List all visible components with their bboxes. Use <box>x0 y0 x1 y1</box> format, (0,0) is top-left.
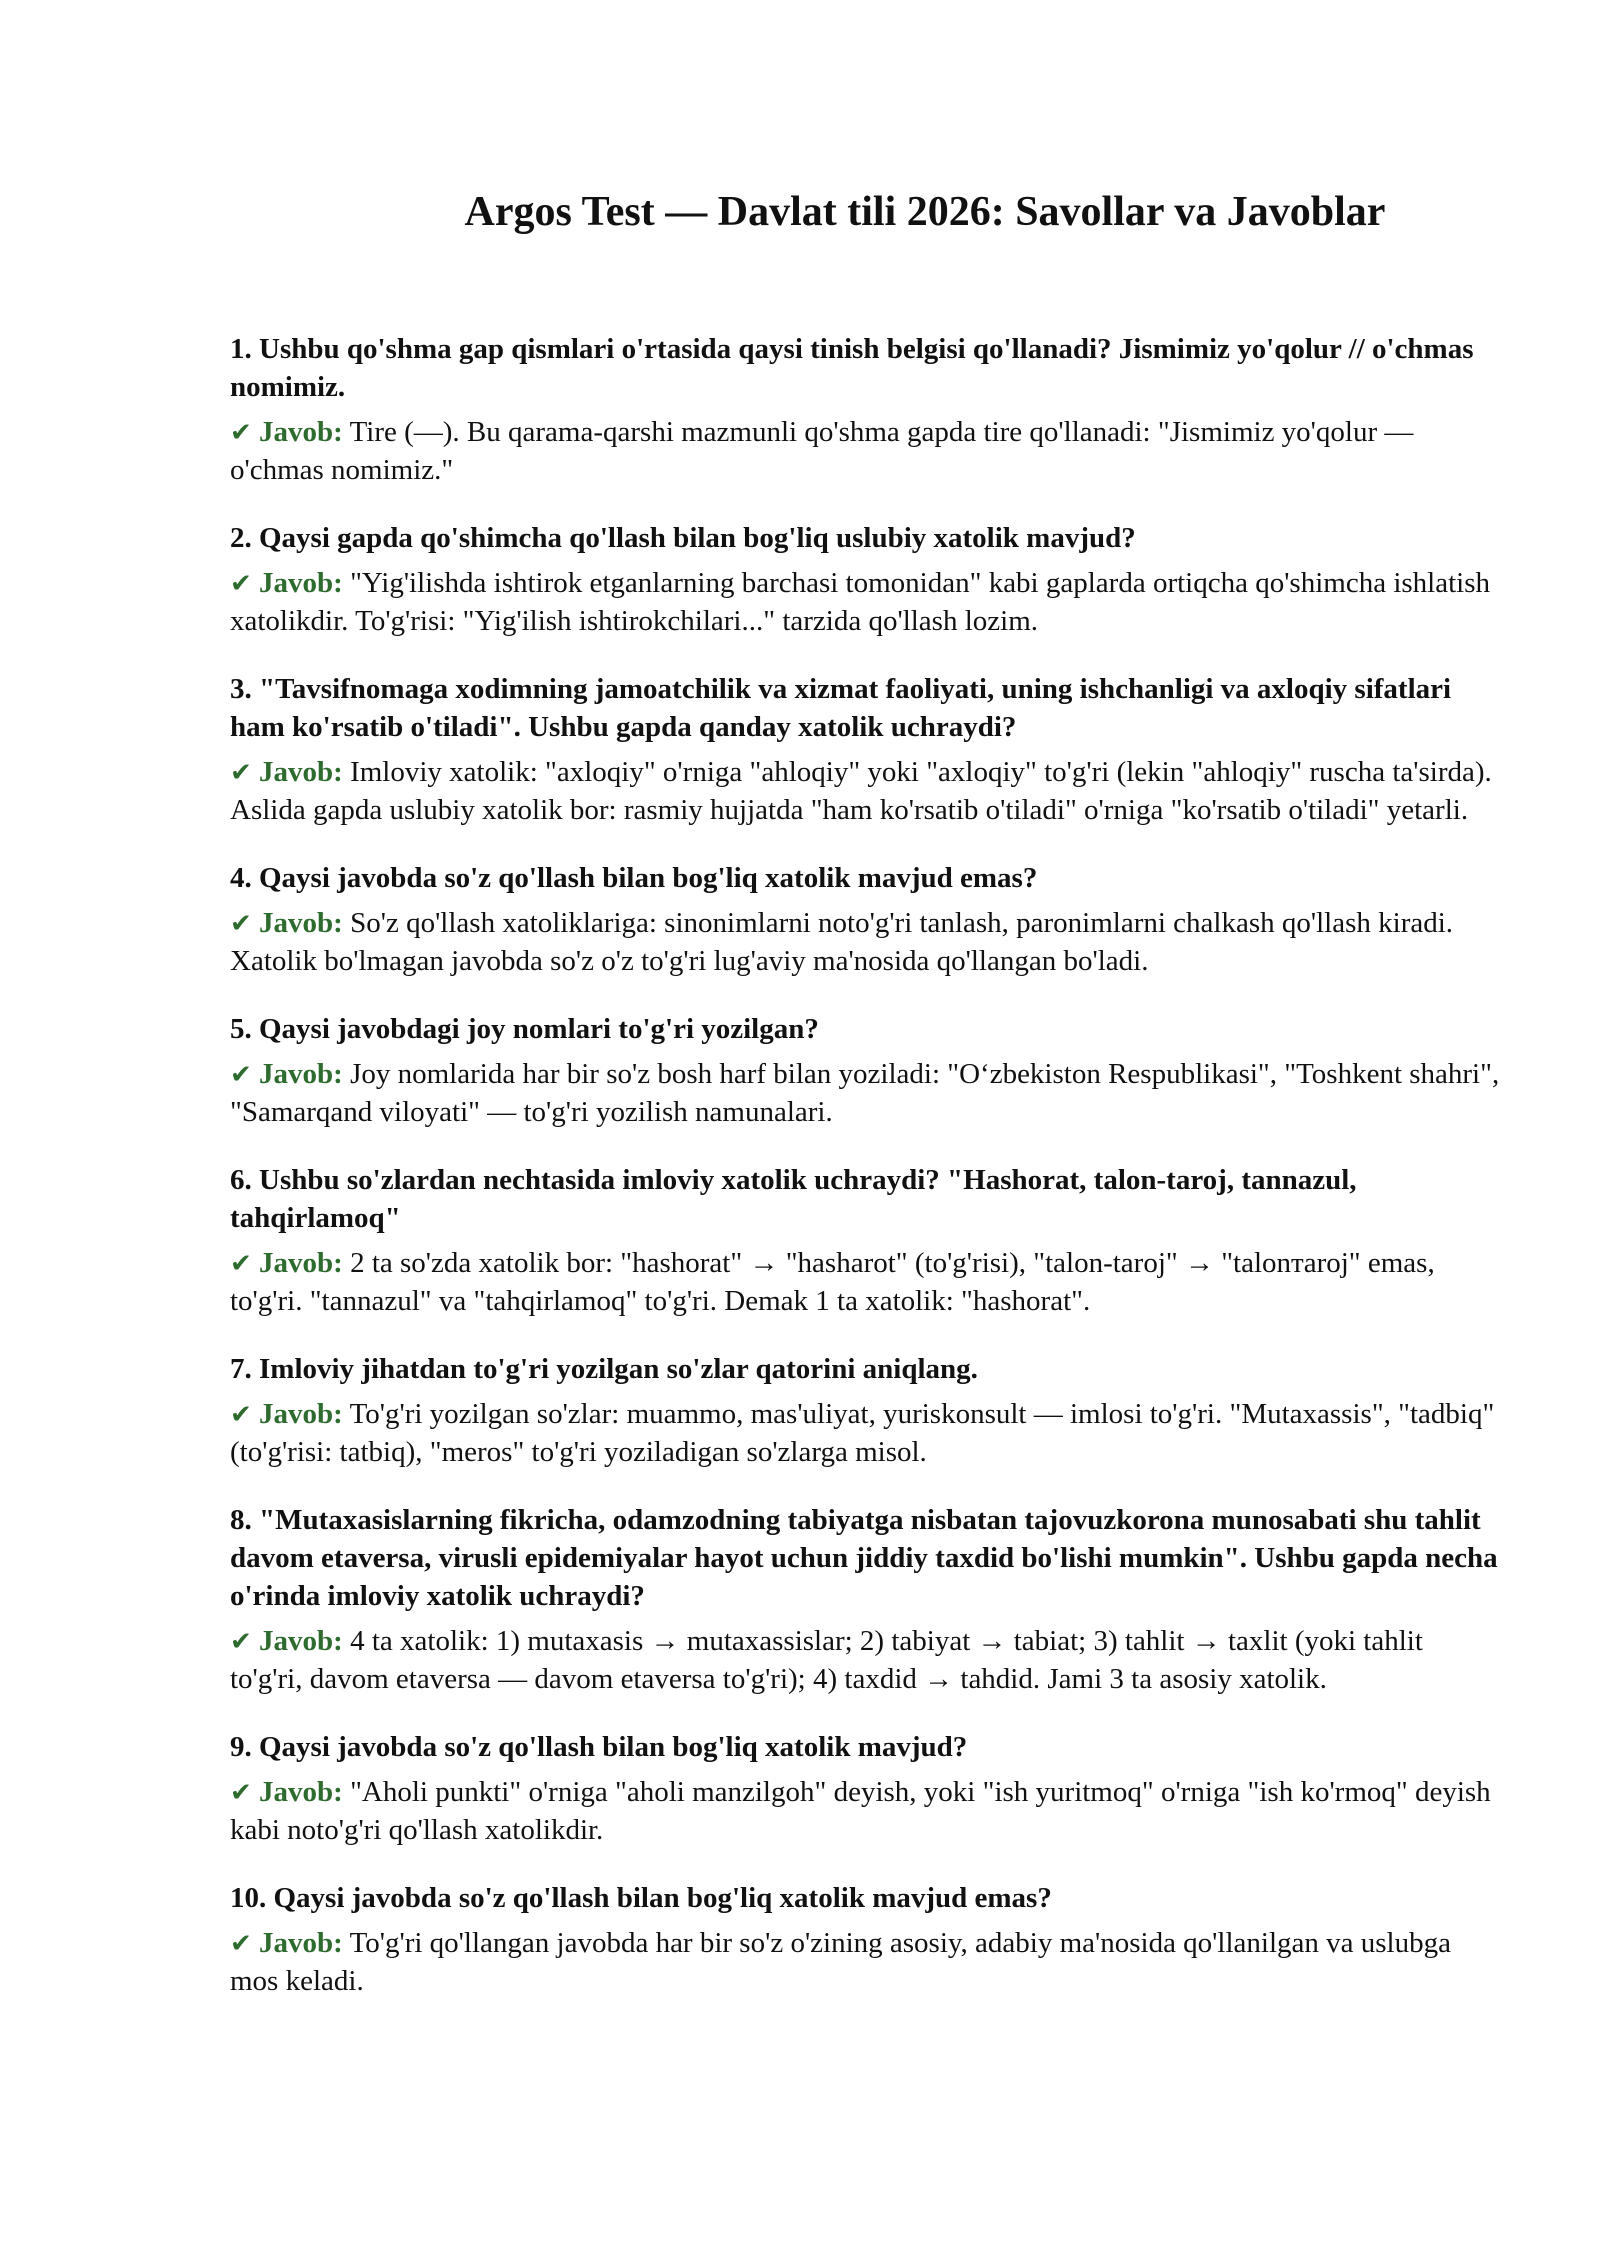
answer-label: Javob: <box>259 1058 343 1090</box>
qa-item-9 <box>230 1728 1500 1849</box>
check-icon: ✔ <box>230 1778 252 1808</box>
answer-paragraph <box>230 1623 1500 1698</box>
question-text: 2. Qaysi gapda qo'shimcha qo'llash bilan bog'liq uslubiy xatolik mavjud? <box>230 522 1136 554</box>
question-text: 7. Imloviy jihatdan to'g'ri yozilgan so'zlar qatorini aniqlang. <box>230 1353 978 1385</box>
check-icon: ✔ <box>230 1060 252 1090</box>
answer-label: Javob: <box>259 1776 343 1808</box>
answer-label: Javob: <box>259 756 343 788</box>
answer-text: 2 ta so'zda xatolik bor: "hashorat" → "hasharot" (to'g'risi), "talon-taroj" → "talonтaroj" emas, to'g'ri. "tannazul" va "tahqirlamoq" to'g'ri. Demak 1 ta xatolik: "hashorat". <box>230 1247 1435 1317</box>
question-text: 10. Qaysi javobda so'z qo'llash bilan bog'liq xatolik mavjud emas? <box>230 1882 1052 1914</box>
answer-paragraph <box>230 754 1500 829</box>
answer-label: Javob: <box>259 1927 343 1959</box>
answer-text: To'g'ri qo'llangan javobda har bir so'z o'zining asosiy, adabiy ma'nosida qo'llanilgan va uslubga mos keladi. <box>230 1927 1451 1997</box>
document-title: Argos Test — Davlat tili 2026: Savollar va Javoblar <box>464 189 1386 235</box>
answer-text: 4 ta xatolik: 1) mutaxasis → mutaxassislar; 2) tabiyat → tabiat; 3) tahlit → taxlit (yoki tahlit to'g'ri, davom etaversa — davom etaversa to'g'ri); 4) taxdid → tahdid. Jami 3 ta asosiy xatolik. <box>230 1625 1423 1695</box>
answer-paragraph <box>230 414 1500 489</box>
qa-item-2 <box>230 519 1500 640</box>
answer-text: Joy nomlarida har bir so'z bosh harf bilan yoziladi: "O‘zbekiston Respublikasi", "Toshkent shahri", "Samarqand viloyati" — to'g'ri yozilish namunalari. <box>230 1058 1500 1128</box>
answer-label: Javob: <box>259 1625 343 1657</box>
answer-paragraph <box>230 1056 1500 1131</box>
question-text: 3. "Tavsifnomaga xodimning jamoatchilik va xizmat faoliyati, uning ishchanligi va axloqiy sifatlari ham ko'rsatib o'tiladi". Ushbu gapda qanday xatolik uchraydi? <box>230 673 1452 743</box>
qa-item-3 <box>230 670 1500 829</box>
check-icon: ✔ <box>230 569 252 599</box>
answer-text: Imloviy xatolik: "axloqiy" o'rniga "ahloqiy" yoki "axloqiy" to'g'ri (lekin "ahloqiy" ruscha ta'sirda). Aslida gapda uslubiy xatolik bor: rasmiy hujjatda "ham ko'rsatib o'tiladi" o'rniga "ko'rsatib o'tiladi" yetarli. <box>230 756 1492 826</box>
check-icon: ✔ <box>230 909 252 939</box>
question-text: 6. Ushbu so'zlardan nechtasida imloviy xatolik uchraydi? "Hashorat, talon-taroj, tannazul, tahqirlamoq" <box>230 1164 1357 1234</box>
answer-text: "Aholi punkti" o'rniga "aholi manzilgoh" deyish, yoki "ish yuritmoq" o'rniga "ish ko'rmoq" deyish kabi noto'g'ri qo'llash xatolikdir. <box>230 1776 1491 1846</box>
answer-text: So'z qo'llash xatoliklariga: sinonimlarni noto'g'ri tanlash, paronimlarni chalkash qo'llash kiradi. Xatolik bo'lmagan javobda so'z o'z to'g'ri lug'aviy ma'nosida qo'llangan bo'ladi. <box>230 907 1454 977</box>
document-page <box>230 180 1500 2030</box>
qa-list <box>230 330 1500 2000</box>
qa-item-5 <box>230 1010 1500 1131</box>
question-text: 8. "Mutaxasislarning fikricha, odamzodning tabiyatga nisbatan tajovuzkorona munosabati shu tahlit davom etaversa, virusli epidemiyalar hayot uchun jiddiy taxdid bo'lishi mumkin". Ushbu gapda necha o'rinda imloviy xatolik uchraydi? <box>230 1504 1498 1612</box>
check-icon: ✔ <box>230 418 252 448</box>
answer-paragraph <box>230 1396 1500 1471</box>
answer-label: Javob: <box>259 567 343 599</box>
check-icon: ✔ <box>230 1249 252 1279</box>
answer-text: Tire (—). Bu qarama-qarshi mazmunli qo'shma gapda tire qo'llanadi: "Jismimiz yo'qolur — o'chmas nomimiz." <box>230 416 1414 486</box>
qa-item-8 <box>230 1501 1500 1698</box>
answer-label: Javob: <box>259 416 343 448</box>
answer-label: Javob: <box>259 1398 343 1430</box>
answer-label: Javob: <box>259 1247 343 1279</box>
check-icon: ✔ <box>230 1627 252 1657</box>
check-icon: ✔ <box>230 1400 252 1430</box>
answer-paragraph <box>230 565 1500 640</box>
question-text: 4. Qaysi javobda so'z qo'llash bilan bog'liq xatolik mavjud emas? <box>230 862 1038 894</box>
check-icon: ✔ <box>230 1929 252 1959</box>
question-text: 1. Ushbu qo'shma gap qismlari o'rtasida qaysi tinish belgisi qo'llanadi? Jismimiz yo'qolur // o'chmas nomimiz. <box>230 333 1474 403</box>
answer-paragraph <box>230 1245 1500 1320</box>
qa-item-4 <box>230 859 1500 980</box>
check-icon: ✔ <box>230 758 252 788</box>
answer-text: To'g'ri yozilgan so'zlar: muammo, mas'uliyat, yuriskonsult — imlosi to'g'ri. "Mutaxassis", "tadbiq" (to'g'risi: tatbiq), "meros" to'g'ri yoziladigan so'zlarga misol. <box>230 1398 1495 1468</box>
question-text: 5. Qaysi javobdagi joy nomlari to'g'ri yozilgan? <box>230 1013 819 1045</box>
answer-text: "Yig'ilishda ishtirok etganlarning barchasi tomonidan" kabi gaplarda ortiqcha qo'shimcha ishlatish xatolikdir. To'g'risi: "Yig'ilish ishtirokchilari..." tarzida qo'llash lozim. <box>230 567 1491 637</box>
answer-paragraph <box>230 1925 1500 2000</box>
answer-label: Javob: <box>259 907 343 939</box>
qa-item-10 <box>230 1879 1500 2000</box>
qa-item-1 <box>230 330 1500 489</box>
answer-paragraph <box>230 905 1500 980</box>
qa-item-7 <box>230 1350 1500 1471</box>
qa-item-6 <box>230 1161 1500 1320</box>
question-text: 9. Qaysi javobda so'z qo'llash bilan bog'liq xatolik mavjud? <box>230 1731 968 1763</box>
answer-paragraph <box>230 1774 1500 1849</box>
